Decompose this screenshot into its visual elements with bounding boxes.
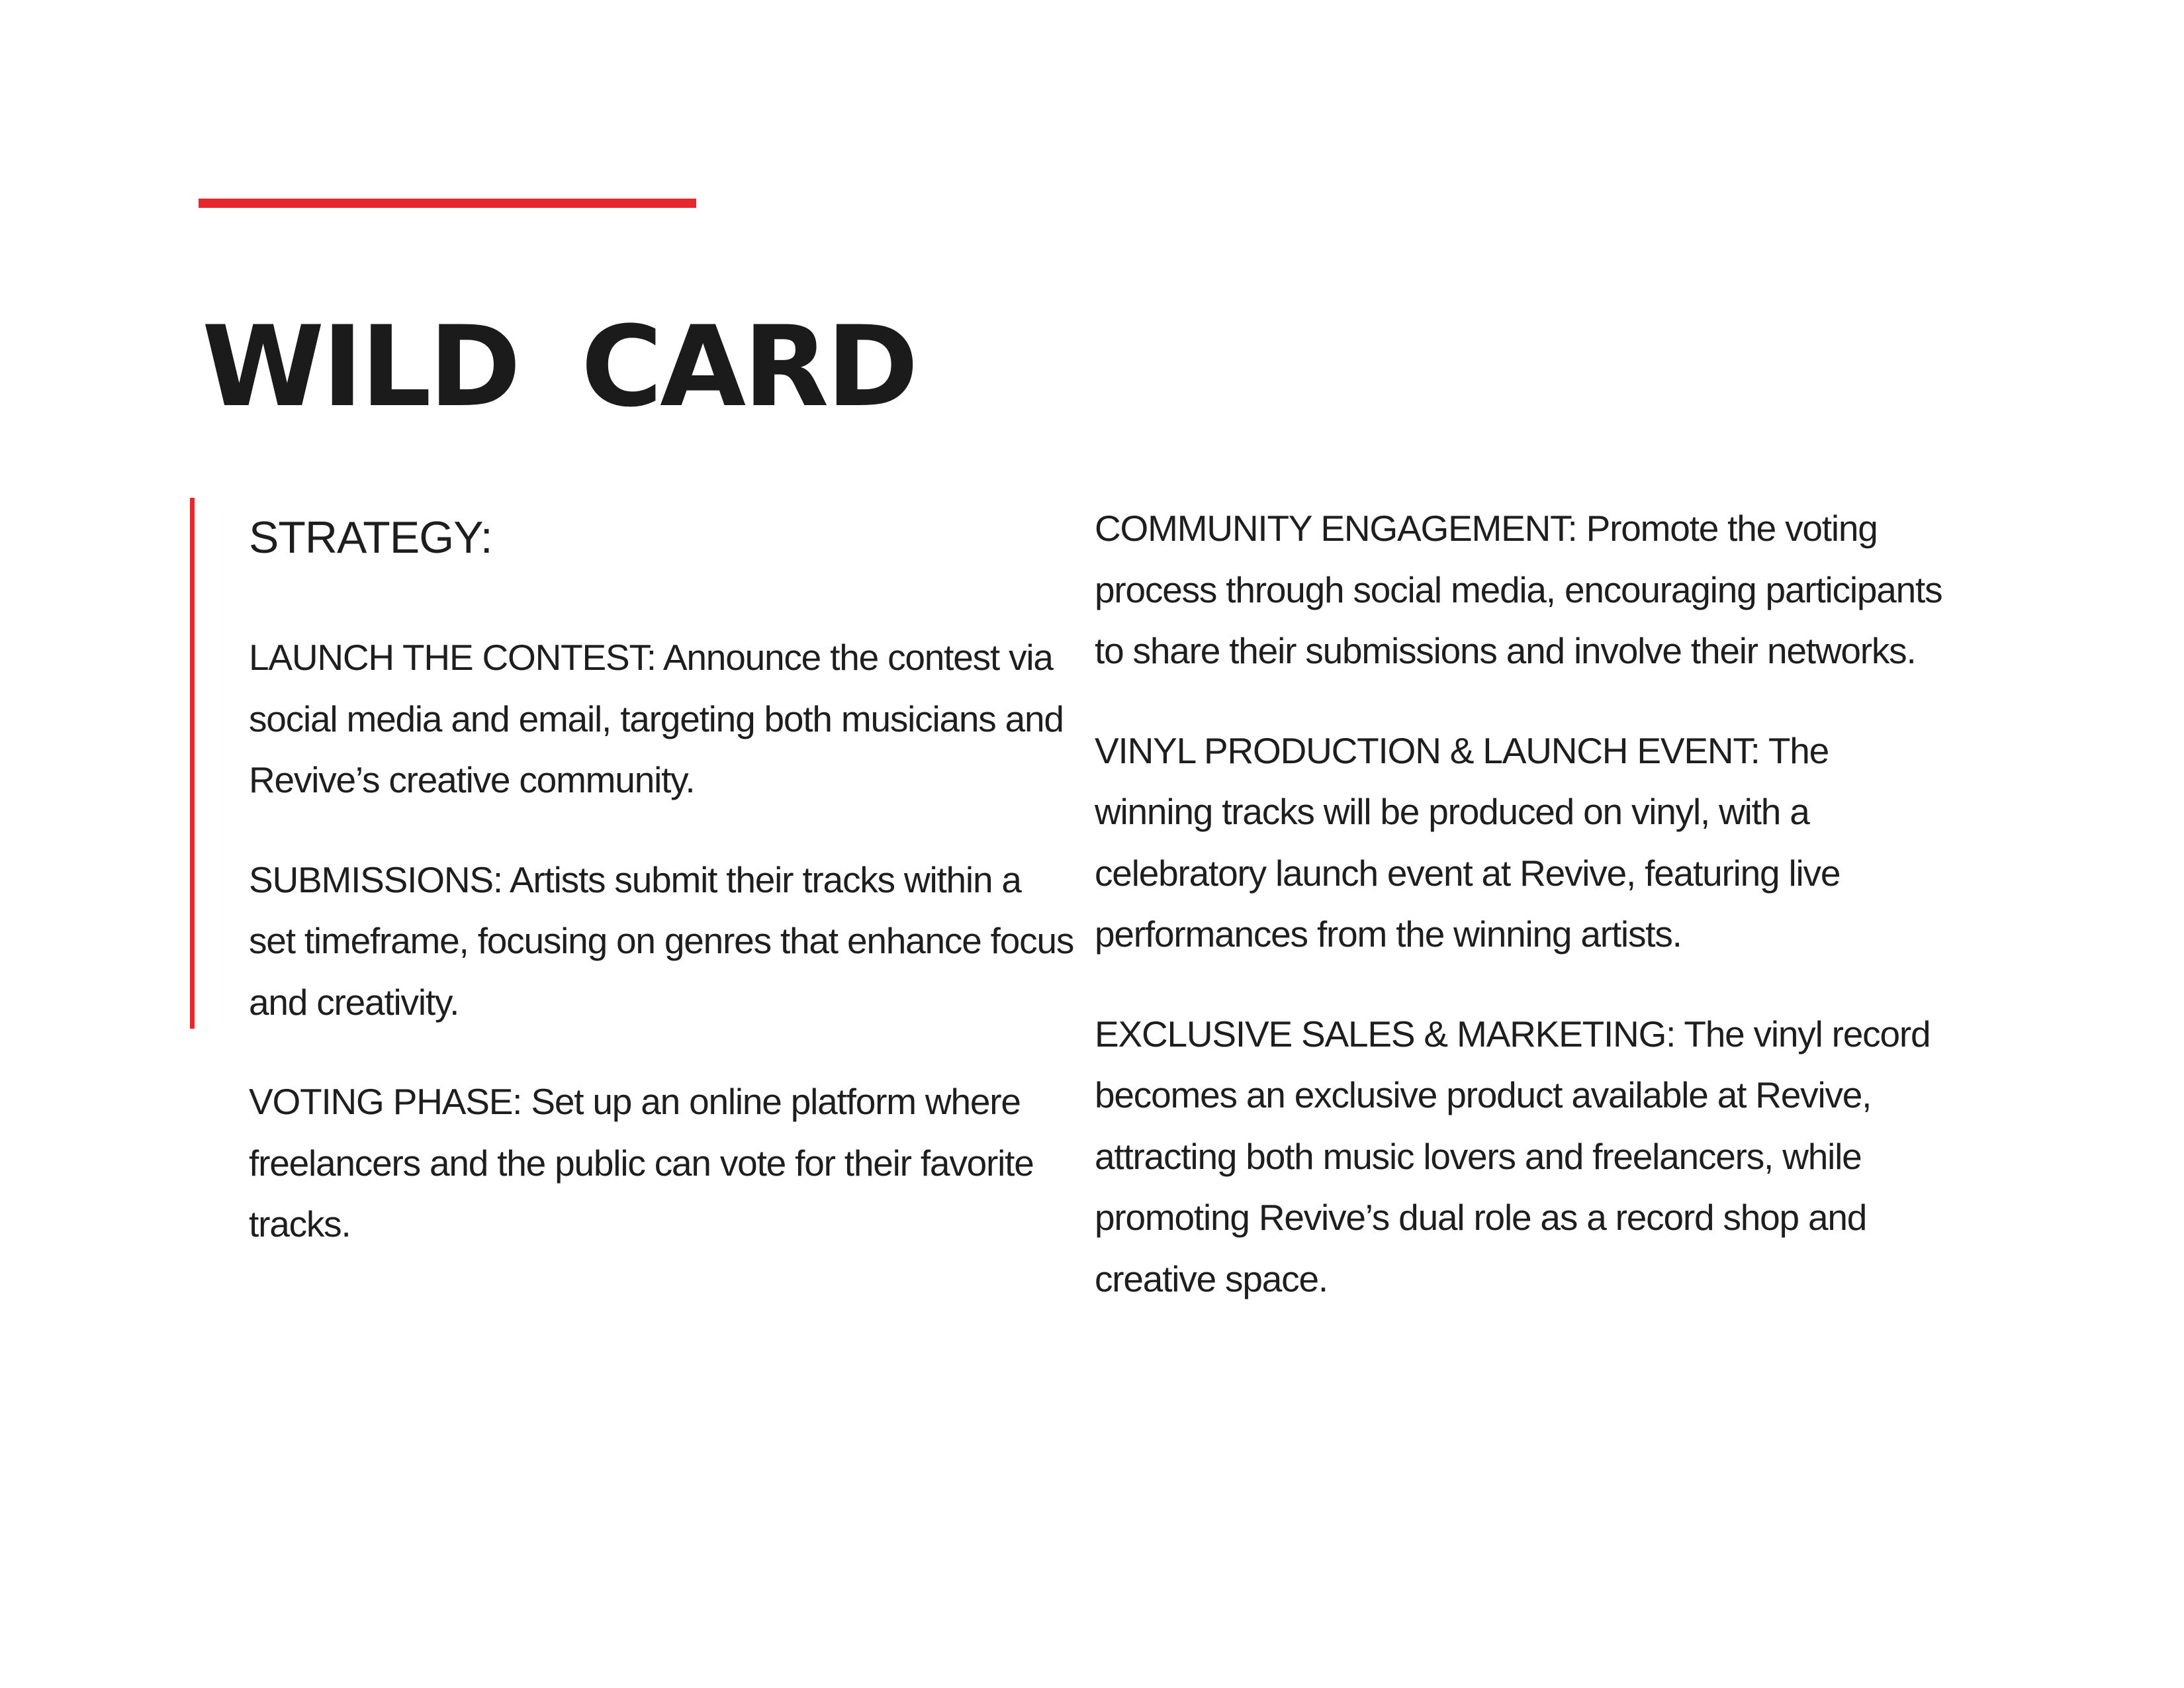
page-title: WILD CARD [202,302,916,432]
top-accent-rule [199,199,696,208]
section-exclusive-sales: EXCLUSIVE SALES & MARKETING: The vinyl record becomes an exclusive product available at Revive, attracting both music lovers and freelancers, while promoting Revive’s dual role as a record shop and creative space. [1095,1013,1931,1299]
left-column [249,504,1076,1293]
section-launch-contest: LAUNCH THE CONTEST: Announce the contest via social media and email, targeting both musicians and Revive’s creative community. [249,637,1064,800]
section-submissions: SUBMISSIONS: Artists submit their tracks within a set timeframe, focusing on genres that enhance focus and creativity. [249,859,1074,1023]
left-accent-bar [190,498,195,1029]
section-voting-phase: VOTING PHASE: Set up an online platform where freelancers and the public can vote for their favorite tracks. [249,1081,1034,1244]
section-community-engagement: COMMUNITY ENGAGEMENT: Promote the voting process through social media, encouraging participants to share their submissions and involve their networks. [1095,508,1942,671]
right-column [1095,498,1955,1348]
section-vinyl-production: VINYL PRODUCTION & LAUNCH EVENT: The winning tracks will be produced on vinyl, with a celebratory launch event at Revive, featuring live performances from the winning artists. [1095,729,1841,955]
strategy-heading: STRATEGY: [249,512,492,563]
